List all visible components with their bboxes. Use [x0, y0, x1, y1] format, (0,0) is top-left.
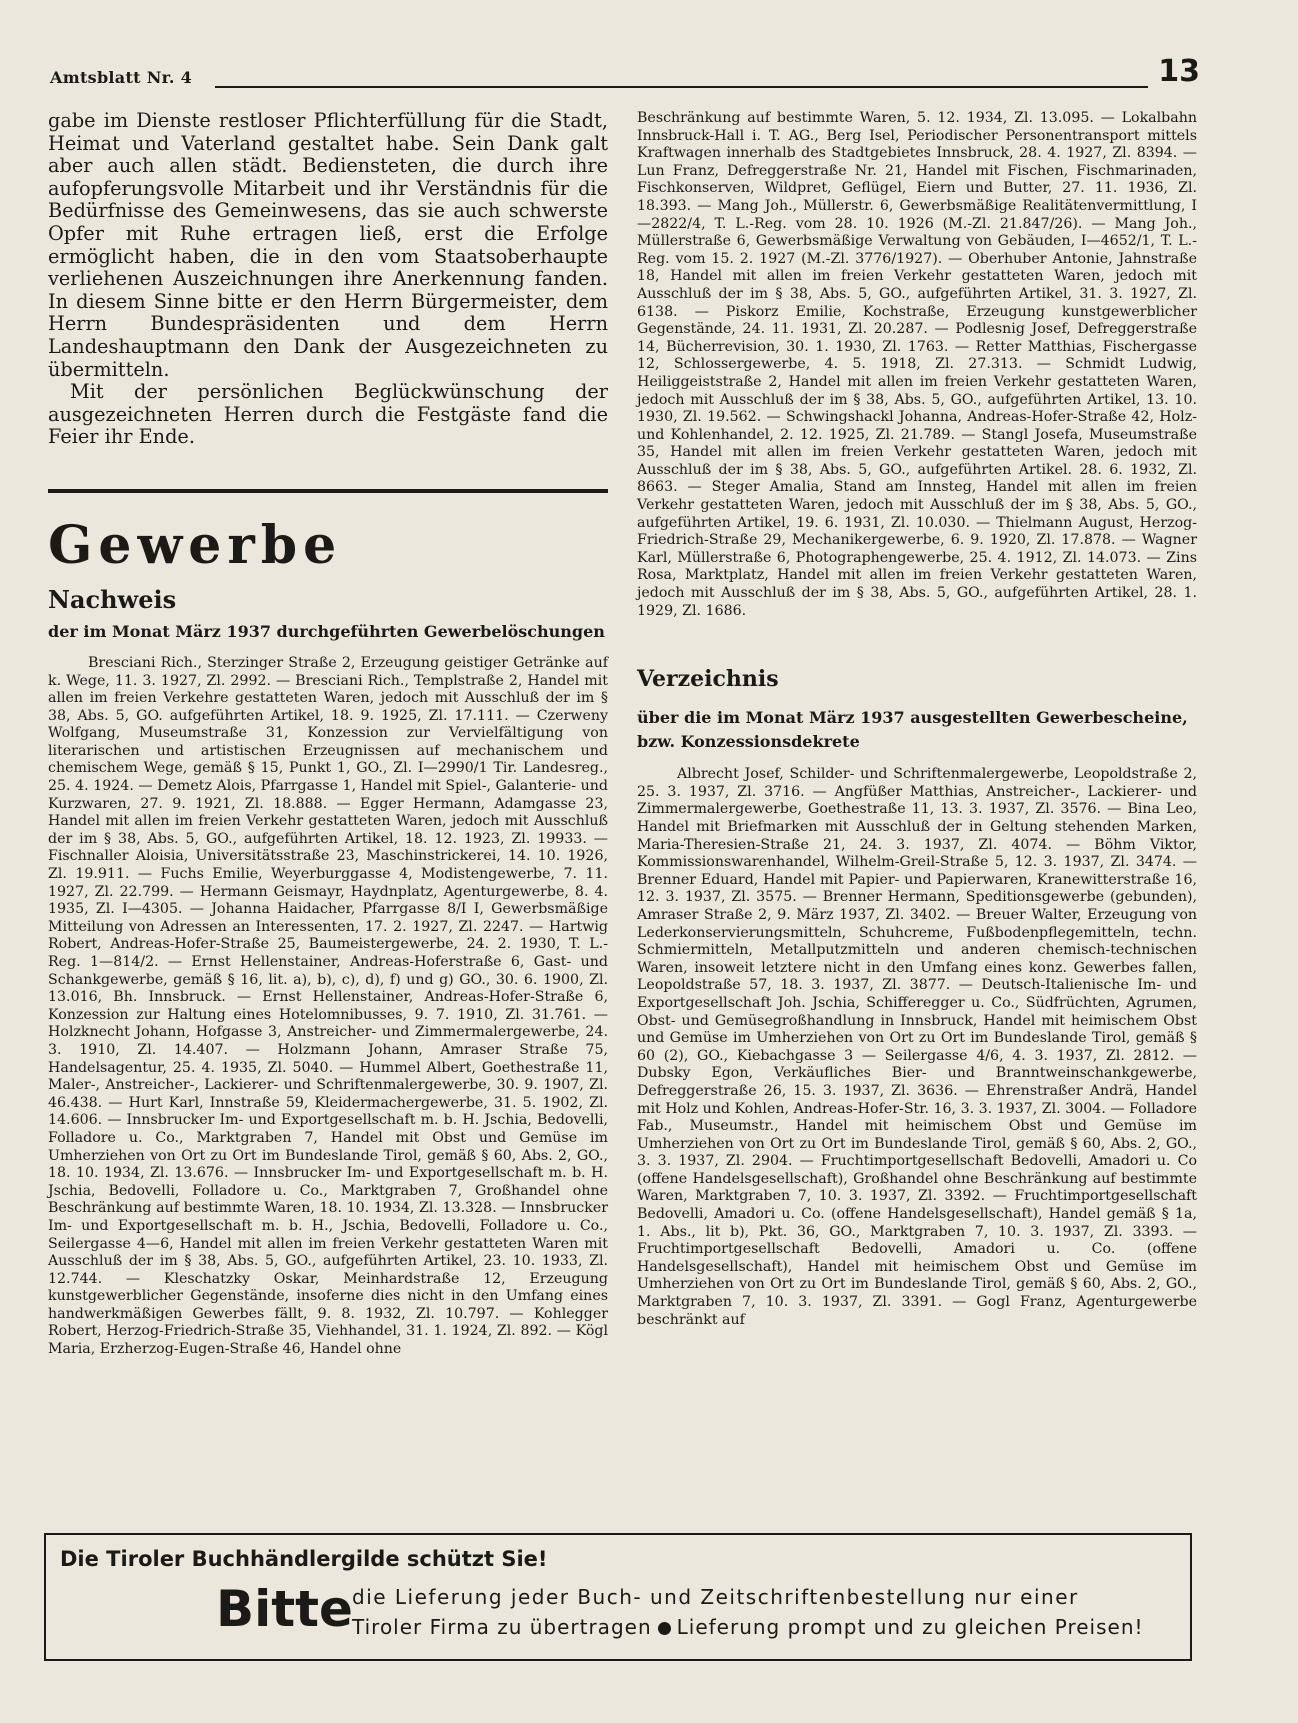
- section-title-gewerbe: Gewerbe: [48, 514, 343, 576]
- ad-line-2a: Tiroler Firma zu übertragen: [352, 1615, 652, 1639]
- header-rule: [215, 86, 1148, 88]
- intro-paragraph-1: gabe im Dienste restloser Pflichterfüllung für die Stadt, Heimat und Vaterland gestaltet habe. Sein Dank galt aber auch allen städt. Bediensteten, die durch ihre aufopferungsvolle Mitarbeit und ihr Verständnis für die Bedürfnisse des Gemeinwesens, das sie auch schwerste Opfer mit Ruhe ertragen ließ, erst die Erfolge ermöglicht haben, die in den vom Staatsoberhaupte verliehenen Auszeichnungen ihre Anerkennung fanden. In diesem Sinne bitte er den Herrn Bürgermeister, dem Herrn Bundespräsidenten und dem Herrn Landeshauptmann den Dank der Ausgezeichneten zu übermitteln.: [48, 109, 608, 381]
- deletions-list-continued: Beschränkung auf bestimmte Waren, 5. 12. 1934, Zl. 13.095. — Lokalbahn Innsbruck-Hall i. T. AG., Berg Isel, Periodischer Personentransport mittels Kraftwagen innerhalb des Stadtgebietes Innsbruck, 28. 4. 1927, Zl. 8394. — Lun Franz, Defreggerstraße Nr. 21, Handel mit Fischen, Fischmarinaden, Fischkonserven, Wildpret, Geflügel, Eiern und Butter, 27. 11. 1936, Zl. 18.393. — Mang Joh., Müllerstr. 6, Gewerbsmäßige Realitätenvermittlung, I—2822/4, T. L.-Reg. vom 28. 10. 1926 (M.-Zl. 21.847/26). — Mang Joh., Müllerstraße 6, Gewerbsmäßige Verwaltung von Gebäuden, I—4652/1, T. L.-Reg. vom 15. 2. 1927 (M.-Zl. 3776/1927). — Oberhuber Antonie, Jahnstraße 18, Handel mit allen im freien Verkehr gestatteten Waren, jedoch mit Ausschluß der im § 38, Abs. 5, GO., aufgeführten Artikel, 31. 3. 1927, Zl. 6138. — Piskorz Emilie, Kochstraße, Erzeugung kunstgewerblicher Gegenstände, 24. 11. 1931, Zl. 20.287. — Podlesnig Josef, Defreggerstraße 14, Bücherrevision, 30. 1. 1930, Zl. 1763. — Retter Matthias, Fischergasse 12, Schlossergewerbe, 4. 5. 1918, Zl. 27.313. — Schmidt Ludwig, Heiliggeiststraße 2, Handel mit allen im freien Verkehr gestatteten Waren, jedoch mit Ausschluß der im § 38, Abs. 5, GO., aufgeführten Artikel, 13. 10. 1930, Zl. 19.562. — Schwingshackl Johanna, Andreas-Hofer-Straße 42, Holz- und Kohlenhandel, 2. 12. 1925, Zl. 21.789. — Stangl Josefa, Museumstraße 35, Handel mit allen im freien Verkehr gestatteten Waren, jedoch mit Ausschluß der im § 38, Abs. 5, GO., aufgeführten Artikel. 28. 6. 1932, Zl. 8663. — Steger Amalia, Stand am Innsteg, Handel mit allen im freien Verkehr gestatteten Waren, jedoch mit Ausschluß der im § 38, Abs. 5, GO., aufgeführten Artikel, 19. 6. 1931, Zl. 10.030. — Thielmann August, Herzog-Friedrich-Straße 29, Mechanikergewerbe, 6. 9. 1920, Zl. 17.878. — Wagner Karl, Müllerstraße 6, Photographengewerbe, 25. 4. 1912, Zl. 14.073. — Zins Rosa, Marktplatz, Handel mit allen im freien Verkehr gestatteten Waren, jedoch mit Ausschluß der im § 38, Abs. 5, GO., aufgeführten Artikel, 28. 1. 1929, Zl. 1686.: [637, 110, 1197, 619]
- licenses-list: Albrecht Josef, Schilder- und Schriftenmalergewerbe, Leopoldstraße 2, 25. 3. 1937, Zl. 3716. — Angfüßer Matthias, Anstreicher-, Lackierer- und Zimmermalergewerbe, Goethestraße 11, 13. 3. 1937, Zl. 3576. — Bina Leo, Handel mit Briefmarken mit Ausschluß der in Geltung stehenden Marken, Maria-Theresien-Straße 21, 24. 3. 1937, Zl. 4074. — Böhm Viktor, Kommissionswarenhandel, Wilhelm-Greil-Straße 5, 12. 3. 1937, Zl. 3474. — Brenner Eduard, Handel mit Papier- und Papierwaren, Kranewitterstraße 16, 12. 3. 1937, Zl. 3575. — Brenner Hermann, Speditionsgewerbe (gebunden), Amraser Straße 2, 9. März 1937, Zl. 3402. — Breuer Walter, Erzeugung von Lederkonservierungsmitteln, Schuhcreme, Fußbodenpflegemitteln, techn. Schmiermitteln, Metallputzmitteln und anderen chemisch-technischen Waren, insoweit letztere nicht in den Umfang eines konz. Gewerbes fallen, Leopoldstraße 57, 18. 3. 1937, Zl. 3877. — Deutsch-Italienische Im- und Exportgesellschaft Joh. Jschia, Schifferegger u. Co., Südfrüchten, Agrumen, Obst- und Gemüsegroßhandlung in Innsbruck, Handel mit heimischem Obst und Gemüse im Umherziehen von Ort zu Ort im Bundeslande Tirol, gemäß § 60 (2), GO., Kiebachgasse 3 — Seilergasse 4/6, 4. 3. 1937, Zl. 2812. — Dubsky Egon, Verkäufliches Bier- und Branntweinschankgewerbe, Defreggerstraße 26, 15. 3. 1937, Zl. 3636. — Ehrenstraßer Andrä, Handel mit Holz und Kohlen, Andreas-Hofer-Str. 16, 3. 3. 1937, Zl. 3004. — Folladore Fab., Museumstr., Handel mit heimischem Obst und Gemüse im Umherziehen von Ort zu Ort im Bundeslande Tirol, gemäß § 60, Abs. 2, GO., 3. 3. 1937, Zl. 2904. — Fruchtimportgesellschaft Bedovelli, Amadori u. Co (offene Handelsgesellschaft), Großhandel ohne Beschränkung auf bestimmte Waren, Marktgraben 7, 10. 3. 1937, Zl. 3392. — Fruchtimportgesellschaft Bedovelli, Amadori u. Co. (offene Handelsgesellschaft), Handel gemäß § 1a, 1. Abs., lit b), Pkt. 36, GO., Marktgraben 7, 10. 3. 1937, Zl. 3393. — Fruchtimportgesellschaft Bedovelli, Amadori u. Co. (offene Handelsgesellschaft), Handel mit heimischem Obst und Gemüse im Umherziehen von Ort zu Ort im Bundeslande Tirol, gemäß § 60, Abs. 2, GO., Marktgraben 7, 10. 3. 1937, Zl. 3391. — Gogl Franz, Agenturgewerbe beschränkt auf: [637, 766, 1197, 1328]
- section-description: der im Monat März 1937 durchgeführten Gewerbelöschungen: [48, 621, 605, 641]
- page-number: 13: [1158, 54, 1200, 89]
- section2-description: über die im Monat März 1937 ausgestellten Gewerbescheine, bzw. Konzessionsdekrete: [637, 708, 1188, 752]
- left-column: [48, 110, 608, 1359]
- publication-title: Amtsblatt Nr. 4: [50, 68, 193, 87]
- ad-line-2: [352, 1615, 1144, 1639]
- ad-headline: Die Tiroler Buchhändlergilde schützt Sie!: [60, 1547, 548, 1571]
- section-divider: [48, 489, 608, 493]
- section-subtitle: Nachweis: [48, 584, 177, 614]
- advertisement-box: [44, 1533, 1192, 1661]
- deletions-list: Bresciani Rich., Sterzinger Straße 2, Erzeugung geistiger Getränke auf k. Wege, 11. 3. 1927, Zl. 2992. — Bresciani Rich., Templstraße 2, Handel mit allen im freien Verkehre gestatteten Waren, jedoch mit Ausschluß der im § 38, Abs. 5, GO. aufgeführten Artikel, 18. 9. 1925, Zl. 17.111. — Czerweny Wolfgang, Museumstraße 31, Konzession zur Vervielfältigung von literarischen und artistischen Erzeugnissen auf mechanischem und chemischem Wege, gemäß § 15, Punkt 1, GO., Zl. I—2990/1 Tir. Landesreg., 25. 4. 1924. — Demetz Alois, Pfarrgasse 1, Handel mit Spiel-, Galanterie- und Kurzwaren, 27. 9. 1921, Zl. 18.888. — Egger Hermann, Adamgasse 23, Handel mit allen im freien Verkehr gestatteten Waren, jedoch mit Ausschluß der im § 38, Abs. 5, GO., aufgeführten Artikel, 18. 12. 1923, Zl. 19933. — Fischnaller Aloisia, Universitätsstraße 23, Maschinstrickerei, 14. 10. 1926, Zl. 19.911. — Fuchs Emilie, Weyerburggasse 4, Modistengewerbe, 7. 11. 1927, Zl. 22.799. — Hermann Geismayr, Haydnplatz, Agenturgewerbe, 8. 4. 1935, Zl. I—4305. — Johanna Haidacher, Pfarrgasse 8/I I, Gewerbsmäßige Mitteilung von Adressen an Interessenten, 17. 2. 1927, Zl. 2247. — Hartwig Robert, Andreas-Hofer-Straße 25, Baumeistergewerbe, 24. 2. 1930, T. L.-Reg. 1—814/2. — Ernst Hellenstainer, Andreas-Hoferstraße 6, Gast- und Schankgewerbe, gemäß § 16, lit. a), b), c), d), f) und g) GO., 30. 6. 1900, Zl. 13.016, Bh. Innsbruck. — Ernst Hellenstainer, Andreas-Hofer-Straße 6, Konzession zur Haltung eines Hotelomnibusses, 9. 7. 1910, Zl. 31.761. — Holzknecht Johann, Hofgasse 3, Anstreicher- und Zimmermalergewerbe, 24. 3. 1910, Zl. 14.407. — Holzmann Johann, Amraser Straße 75, Handelsagentur, 25. 4. 1935, Zl. 5040. — Hummel Albert, Goethestraße 11, Maler-, Anstreicher-, Lackierer- und Schriftenmalergewerbe, 30. 9. 1907, Zl. 46.438. — Hurt Karl, Innstraße 59, Kleidermachergewerbe, 31. 5. 1902, Zl. 14.606. — Innsbrucker Im- und Exportgesellschaft m. b. H. Jschia, Bedovelli, Folladore u. Co., Marktgraben 7, Handel mit Obst und Gemüse im Umherziehen von Ort zu Ort im Bundeslande Tirol, gemäß § 60, Abs. 2, GO., 18. 10. 1934, Zl. 13.676. — Innsbrucker Im- und Exportgesellschaft m. b. H. Jschia, Bedovelli, Folladore u. Co., Marktgraben 7, Großhandel ohne Beschränkung auf bestimmte Waren, 18. 10. 1934, Zl. 13.328. — Innsbrucker Im- und Exportgesellschaft m. b. H., Jschia, Bedovelli, Folladore u. Co., Seilergasse 4—6, Handel mit allen im freien Verkehr gestatteten Waren mit Ausschluß der im § 38, Abs. 5, GO., aufgeführten Artikel, 23. 10. 1933, Zl. 12.744. — Kleschatzky Oskar, Meinhardstraße 12, Erzeugung kunstgewerblicher Gegenstände, insoferne dies nicht in den Umfang eines handwerkmäßigen Gewerbes fällt, 9. 8. 1932, Zl. 10.797. — Kohlegger Robert, Herzog-Friedrich-Straße 35, Viehhandel, 31. 1. 1924, Zl. 892. — Kögl Maria, Erzherzog-Eugen-Straße 46, Handel ohne: [48, 654, 608, 1358]
- right-column: [637, 110, 1197, 1329]
- ad-bitte: Bitte: [216, 1580, 353, 1638]
- intro-paragraph-2: Mit der persönlichen Beglückwünschung der ausgezeichneten Herren durch die Festgäste fand die Feier ihr Ende.: [48, 380, 608, 449]
- page-header: [50, 52, 1200, 92]
- ad-line-2b: Lieferung prompt und zu gleichen Preisen!: [676, 1615, 1144, 1639]
- section-title-verzeichnis: Verzeichnis: [637, 666, 779, 693]
- ad-line-1: die Lieferung jeder Buch- und Zeitschriftenbestellung nur einer: [352, 1585, 1079, 1609]
- bullet-icon: [658, 1622, 671, 1635]
- intro-text: [48, 110, 608, 449]
